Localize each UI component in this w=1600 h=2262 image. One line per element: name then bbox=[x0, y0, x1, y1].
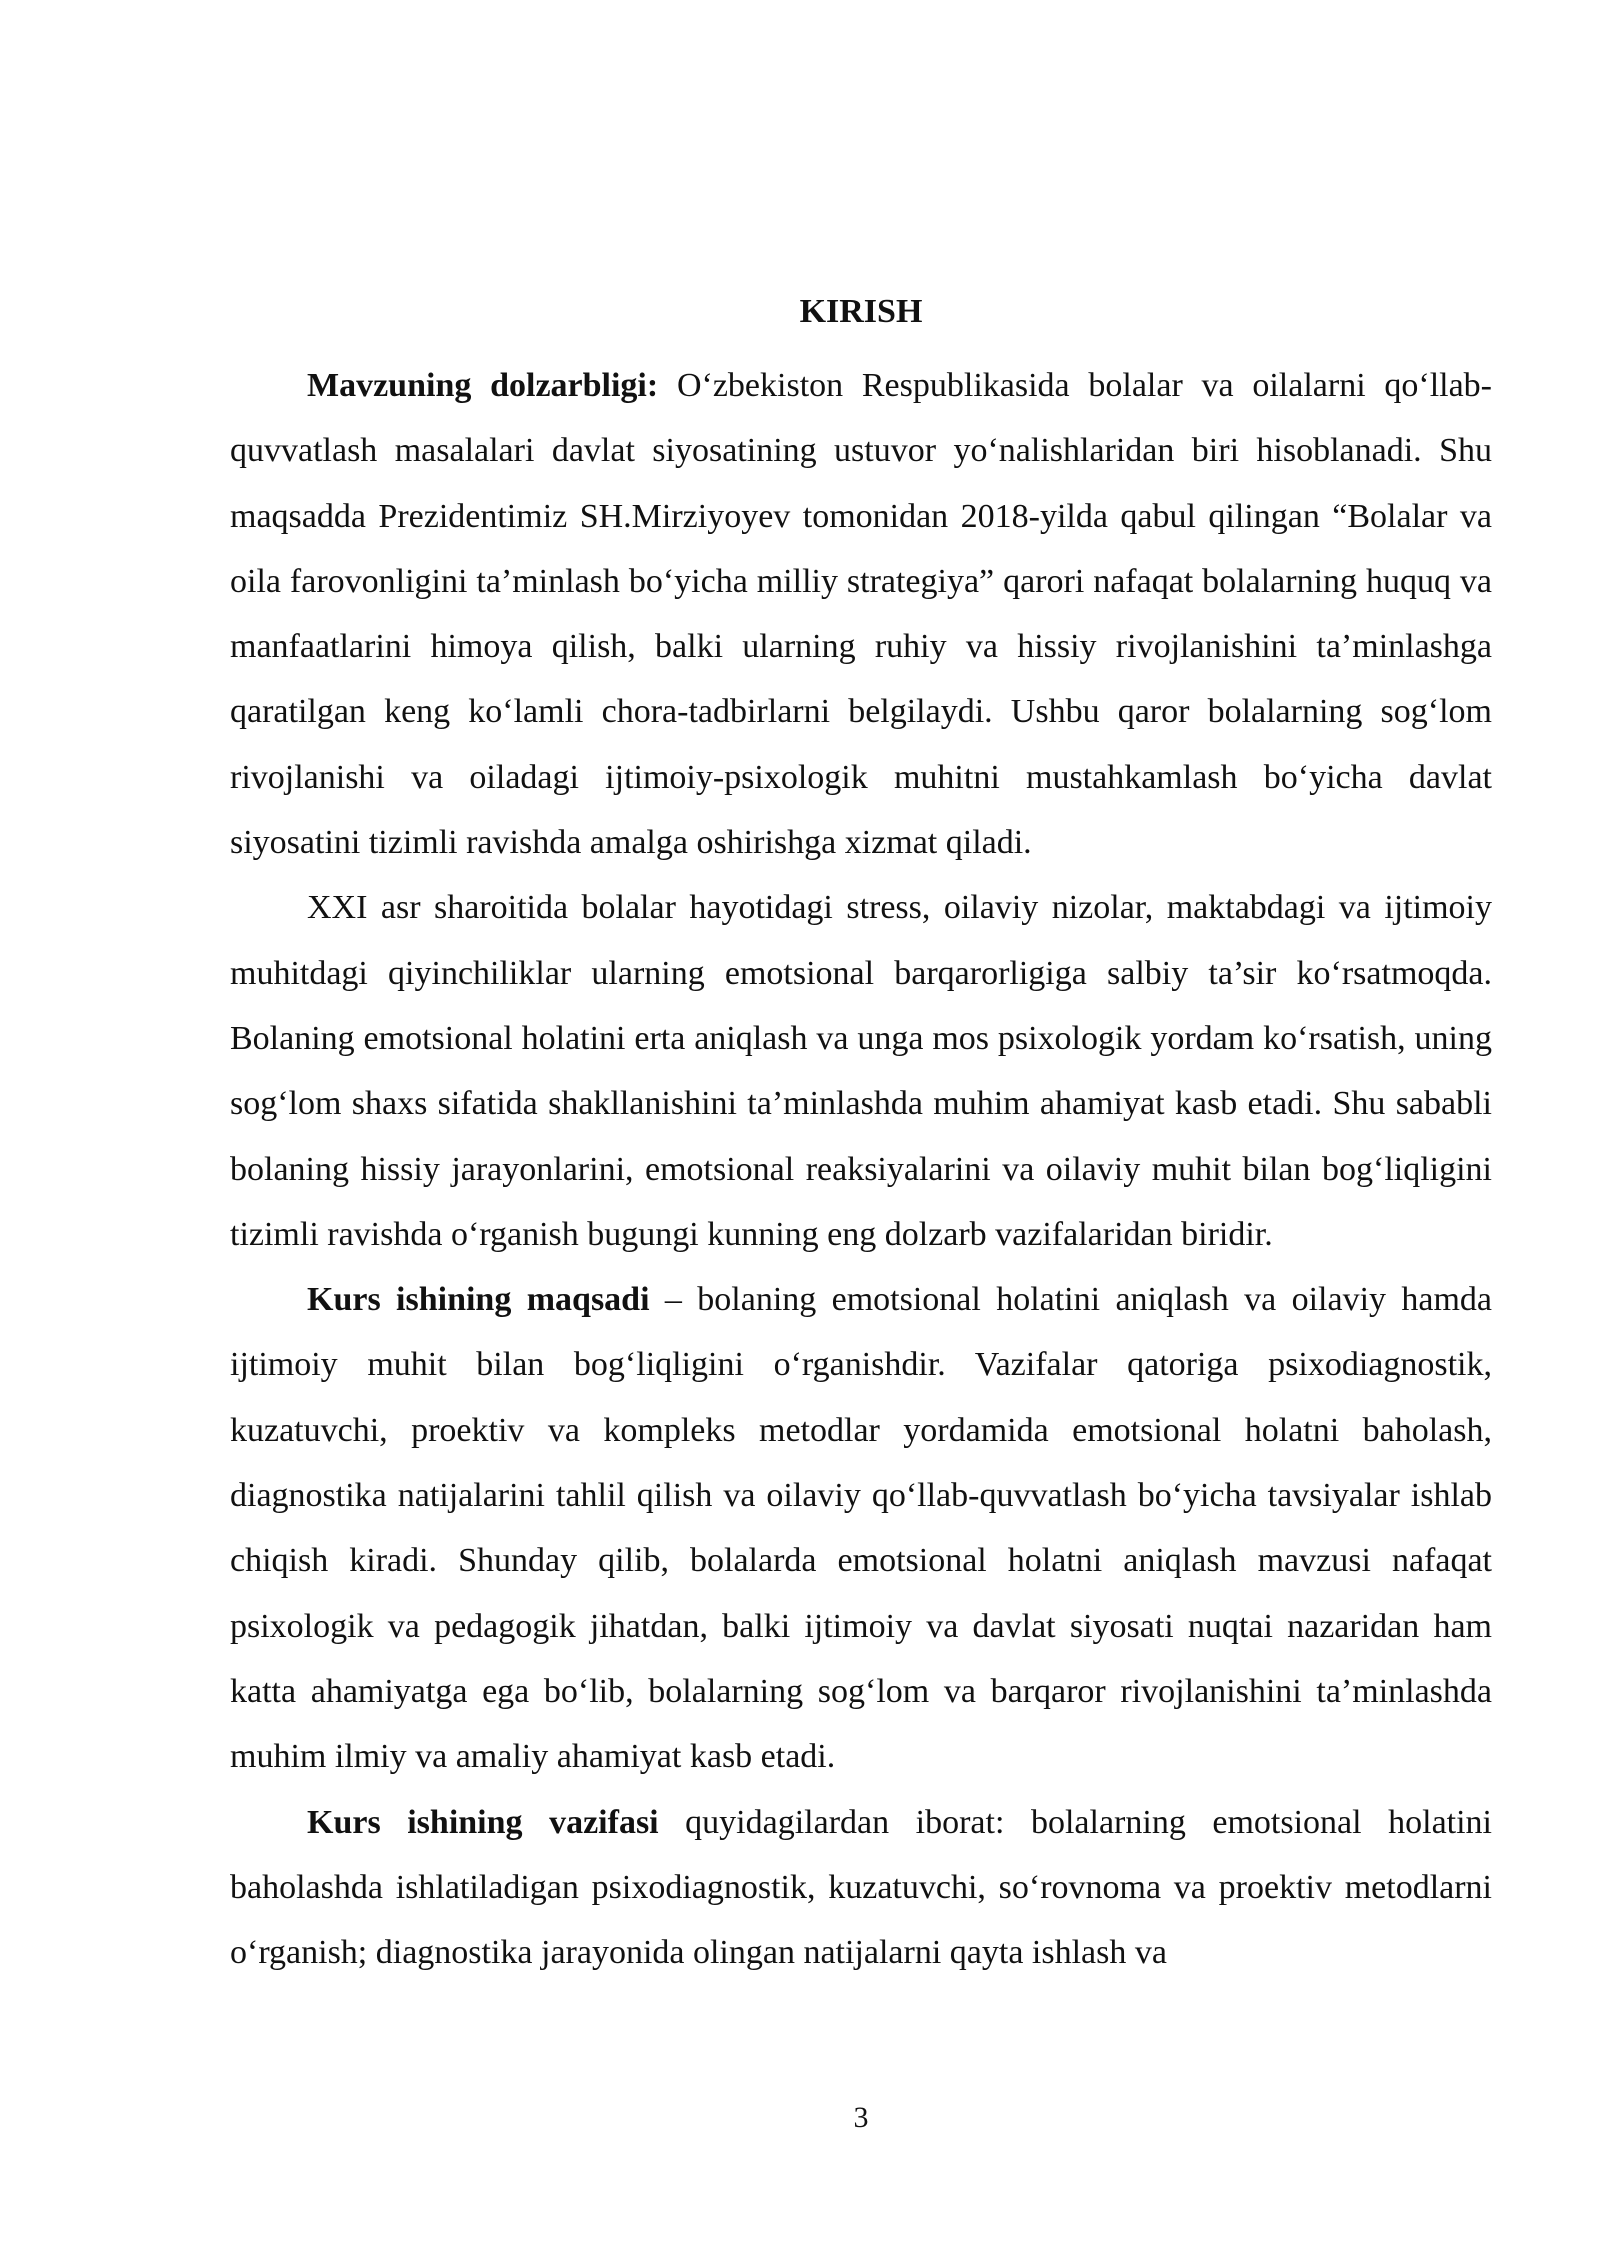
paragraph-text: XXI asr sharoitida bolalar hayotidagi stress, oilaviy nizolar, maktabdagi va ijtimoiy muhitdagi qiyinchiliklar ularning emotsional barqarorligiga salbiy ta’sir ko‘rsatmoqda. Bolaning emotsional holatini erta aniqlash va unga mos psixologik yordam ko‘rsatish, uning sog‘lom shaxs sifatida shakllanishini ta’minlashda muhim ahamiyat kasb etadi. Shu sababli bolaning hissiy jarayonlarini, emotsional reaksiyalarini va oilaviy muhit bilan bog‘liqligini tizimli ravishda o‘rganish bugungi kunning eng dolzarb vazifalaridan biridir. bbox=[230, 889, 1492, 1253]
paragraph-relevance bbox=[230, 353, 1492, 875]
paragraph-text: – bolaning emotsional holatini aniqlash va oilaviy hamda ijtimoiy muhit bilan bog‘liqligini o‘rganishdir. Vazifalar qatoriga psixodiagnostik, kuzatuvchi, proektiv va kompleks metodlar yordamida emotsional holatni baholash, diagnostika natijalarini tahlil qilish va oilaviy qo‘llab-quvvatlash bo‘yicha tavsiyalar ishlab chiqish kiradi. Shunday qilib, bolalarda emotsional holatni aniqlash mavzusi nafaqat psixologik va pedagogik jihatdan, balki ijtimoiy va davlat siyosati nuqtai nazaridan ham katta ahamiyatga ega bo‘lib, bolalarning sog‘lom va barqaror rivojlanishini ta’minlashda muhim ilmiy va amaliy ahamiyat kasb etadi. bbox=[230, 1281, 1493, 1776]
document-body bbox=[230, 353, 1492, 1985]
paragraph-context bbox=[230, 875, 1492, 1267]
paragraph-text: quyidagilardan iborat: bolalarning emotsional holatini baholashda ishlatiladigan psixodiagnostik, kuzatuvchi, so‘rovnoma va proektiv metodlarni o‘rganish; diagnostika jarayonida olingan natijalarni qayta ishlash va bbox=[230, 1803, 1492, 1972]
paragraph-text: O‘zbekiston Respublikasida bolalar va oilalarni qo‘llab-quvvatlash masalalari davlat siyosatining ustuvor yo‘nalishlaridan biri hisoblanadi. Shu maqsadda Prezidentimiz SH.Mirziyoyev tomonidan 2018-yilda qabul qilingan “Bolalar va oila farovonligini ta’minlash bo‘yicha milliy strategiya” qarori nafaqat bolalarning huquq va manfaatlarini himoya qilish, balki ularning ruhiy va hissiy rivojlanishini ta’minlashga qaratilgan keng ko‘lamli chora-tadbirlarni belgilaydi. Ushbu qaror bolalarning sog‘lom rivojlanishi va oiladagi ijtimoiy-psixologik muhitni mustahkamlash bo‘yicha davlat siyosatini tizimli ravishda amalga oshirishga xizmat qiladi. bbox=[230, 367, 1493, 862]
paragraph-tasks bbox=[230, 1790, 1492, 1986]
page-number: 3 bbox=[853, 2101, 869, 2134]
document-page bbox=[230, 0, 1492, 2262]
paragraph-goal bbox=[230, 1267, 1492, 1789]
paragraph-lead: Mavzuning dolzarbligi: bbox=[307, 367, 659, 404]
paragraph-lead: Kurs ishining maqsadi bbox=[307, 1281, 650, 1319]
paragraph-lead: Kurs ishining vazifasi bbox=[307, 1803, 659, 1841]
page-title: KIRISH bbox=[799, 293, 923, 330]
